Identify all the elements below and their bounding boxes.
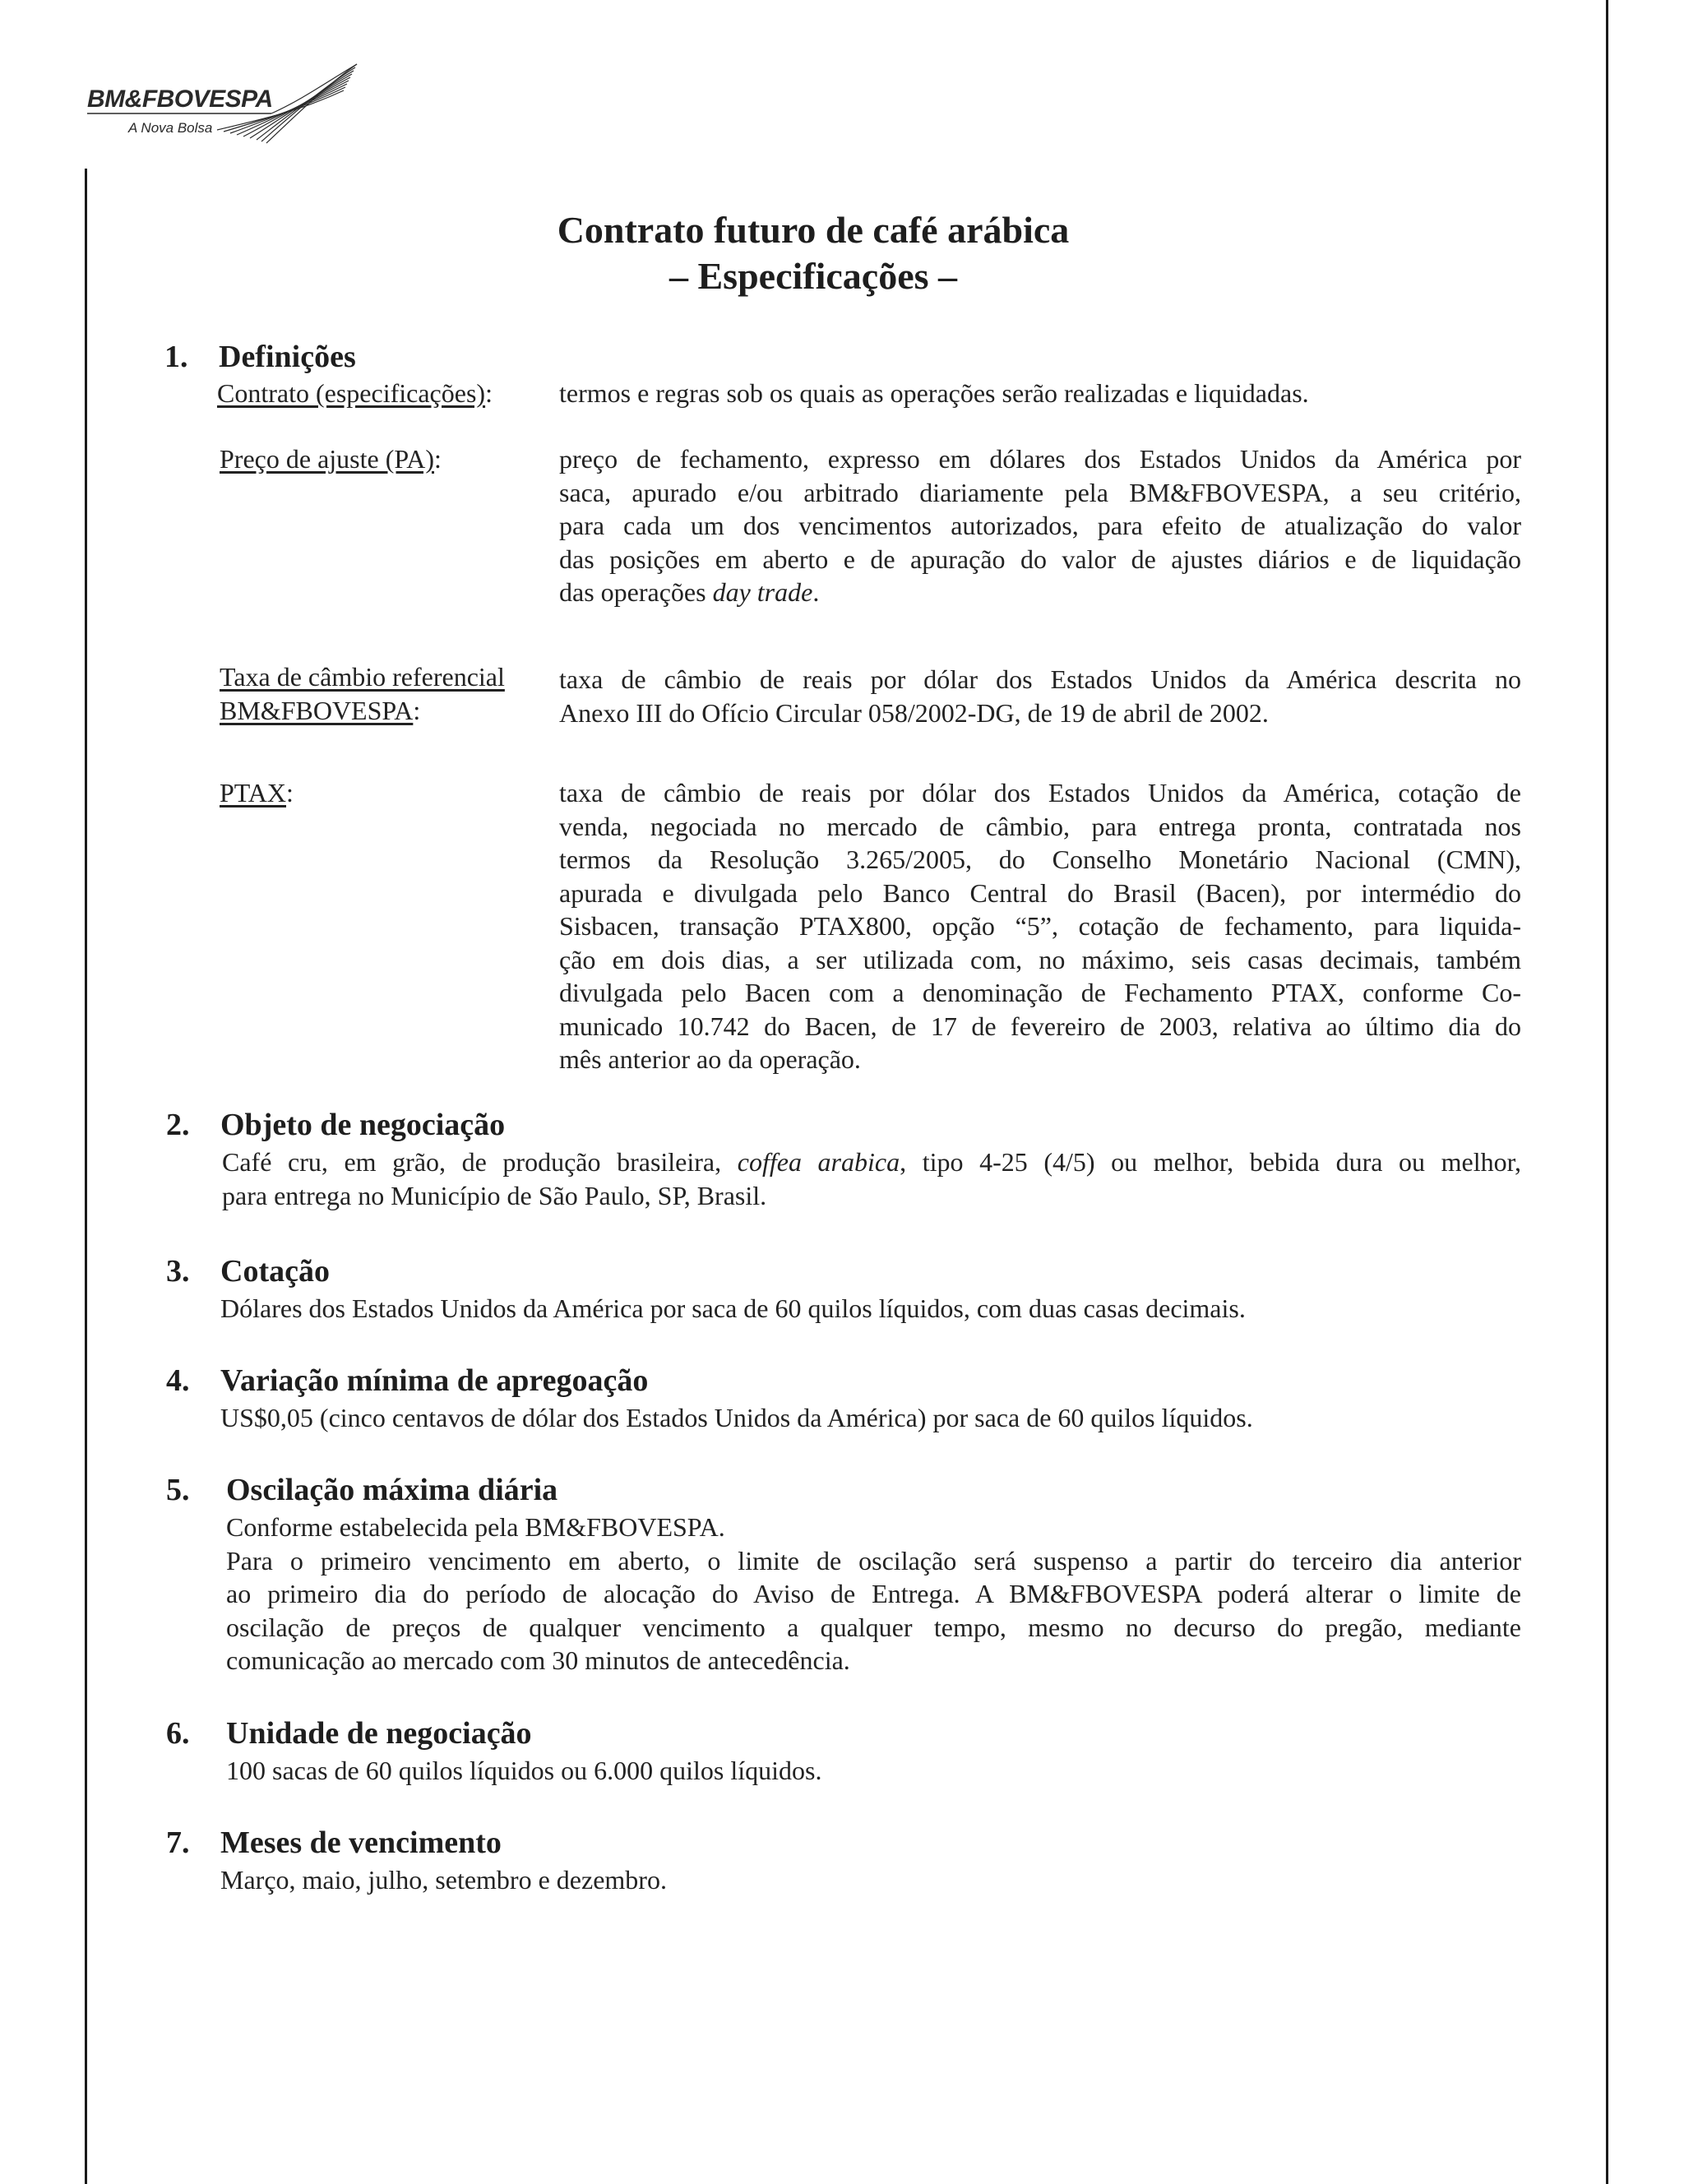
section-2-number: 2. <box>166 1108 190 1142</box>
def-ptax-line: termos da Resolução 3.265/2005, do Conselho Monetário Nacional (CMN), <box>559 844 1521 874</box>
term-contrato-label: Contrato (especificações) <box>217 378 486 408</box>
term-preco: Preço de ajuste (PA): <box>220 444 442 474</box>
def-ptax-line: ção em dois dias, a ser utilizada com, no máximo, seis casas decimais, também <box>559 944 1521 974</box>
section-4-body: US$0,05 (cinco centavos de dólar dos Estados Unidos da América) por saca de 60 quilos líquidos. <box>220 1403 1253 1432</box>
term-taxa: Taxa de câmbio referencial BM&FBOVESPA: <box>220 662 505 725</box>
def-taxa-line: Anexo III do Ofício Circular 058/2002-DG, de 19 de abril de 2002. <box>559 697 1269 728</box>
logo-name: BM&FBOVESPA <box>87 86 273 113</box>
def-ptax-line: venda, negociada no mercado de câmbio, para entrega pronta, contratada nos <box>559 811 1521 841</box>
section-5-number: 5. <box>166 1473 190 1507</box>
def-ptax-line: Sisbacen, transação PTAX800, opção “5”, cotação de fechamento, para liquida- <box>559 911 1521 941</box>
section-2-suffix: , tipo 4-25 (4/5) ou melhor, bebida dura ou melhor, <box>900 1147 1522 1177</box>
section-3-body: Dólares dos Estados Unidos da América por saca de 60 quilos líquidos, com duas casas decimais. <box>220 1293 1246 1323</box>
def-ptax-line: taxa de câmbio de reais por dólar dos Estados Unidos da América, cotação de <box>559 778 1521 807</box>
right-margin-rule <box>1606 0 1608 2184</box>
section-2-prefix: Café cru, em grão, de produção brasileira, <box>222 1147 738 1177</box>
section-2-body <box>222 1145 1521 1212</box>
def-preco <box>559 442 1521 609</box>
section-4-number: 4. <box>166 1363 190 1398</box>
bmfbovespa-logo <box>86 62 365 145</box>
def-preco-last-prefix: das operações <box>559 577 713 607</box>
def-preco-line: preço de fechamento, expresso em dólares dos Estados Unidos da América por <box>559 444 1521 474</box>
section-5-line: comunicação ao mercado com 30 minutos de antecedência. <box>226 1645 850 1675</box>
section-5-body <box>226 1511 1521 1677</box>
section-7-number: 7. <box>166 1825 190 1860</box>
document-title: Contrato futuro de café arábica <box>557 209 1070 251</box>
term-taxa-label-1: Taxa de câmbio referencial <box>220 662 505 692</box>
def-contrato: termos e regras sob os quais as operações serão realizadas e liquidadas. <box>559 378 1309 408</box>
def-preco-line: saca, apurado e/ou arbitrado diariamente pela BM&FBOVESPA, a seu critério, <box>559 477 1521 507</box>
section-7-title: Meses de vencimento <box>220 1825 502 1860</box>
section-1-number: 1. <box>164 340 188 374</box>
def-preco-line: para cada um dos vencimentos autorizados, para efeito de atualização do valor <box>559 511 1521 540</box>
def-preco-last-suffix: . <box>812 577 820 607</box>
section-5-line: oscilação de preços de qualquer vencimento a qualquer tempo, mesmo no decurso do pregão, mediante <box>226 1612 1521 1642</box>
term-taxa-label-2: BM&FBOVESPA <box>220 695 414 725</box>
def-taxa <box>559 663 1521 729</box>
document-subtitle: – Especificações – <box>669 255 958 297</box>
def-preco-line-last <box>559 576 1521 609</box>
section-6-body: 100 sacas de 60 quilos líquidos ou 6.000 quilos líquidos. <box>226 1756 822 1785</box>
section-6-title: Unidade de negociação <box>226 1716 532 1751</box>
section-2-italic: coffea arabica <box>737 1147 900 1177</box>
section-6-number: 6. <box>166 1716 190 1751</box>
section-5-line: Conforme estabelecida pela BM&FBOVESPA. <box>226 1512 725 1542</box>
term-ptax: PTAX: <box>220 778 294 807</box>
term-contrato: Contrato (especificações): <box>217 378 493 408</box>
section-4-title: Variação mínima de apregoação <box>220 1363 649 1398</box>
def-ptax-line: mês anterior ao da operação. <box>559 1044 861 1074</box>
section-3-title: Cotação <box>220 1254 330 1289</box>
term-ptax-label: PTAX <box>220 778 286 807</box>
left-margin-rule <box>85 169 87 2184</box>
def-taxa-line: taxa de câmbio de reais por dólar dos Estados Unidos da América descrita no <box>559 664 1521 694</box>
term-preco-label: Preço de ajuste (PA) <box>220 444 434 474</box>
section-1-title: Definições <box>219 340 356 374</box>
def-ptax-line: municado 10.742 do Bacen, de 17 de fevereiro de 2003, relativa ao último dia do <box>559 1011 1521 1041</box>
def-ptax-line: divulgada pelo Bacen com a denominação de Fechamento PTAX, conforme Co- <box>559 978 1521 1007</box>
logo-tagline: A Nova Bolsa <box>128 120 213 136</box>
def-ptax-line: apurada e divulgada pelo Banco Central do Brasil (Bacen), por intermédio do <box>559 877 1521 908</box>
section-2-line: para entrega no Município de São Paulo, SP, Brasil. <box>222 1180 767 1210</box>
section-5-line: Para o primeiro vencimento em aberto, o limite de oscilação será suspenso a partir do terceiro dia anterior <box>226 1545 1521 1576</box>
section-7-body: Março, maio, julho, setembro e dezembro. <box>220 1865 667 1895</box>
section-2-line <box>222 1145 1521 1179</box>
section-5-title: Oscilação máxima diária <box>226 1473 558 1507</box>
def-preco-line: das posições em aberto e de apuração do valor de ajustes diários e de liquidação <box>559 544 1521 574</box>
def-ptax <box>559 776 1521 1076</box>
section-2-title: Objeto de negociação <box>220 1108 506 1142</box>
def-preco-last-italic: day trade <box>712 577 813 607</box>
section-3-number: 3. <box>166 1254 190 1289</box>
section-5-line: ao primeiro dia do período de alocação do Aviso de Entrega. A BM&FBOVESPA poderá alterar o limite de <box>226 1579 1521 1608</box>
